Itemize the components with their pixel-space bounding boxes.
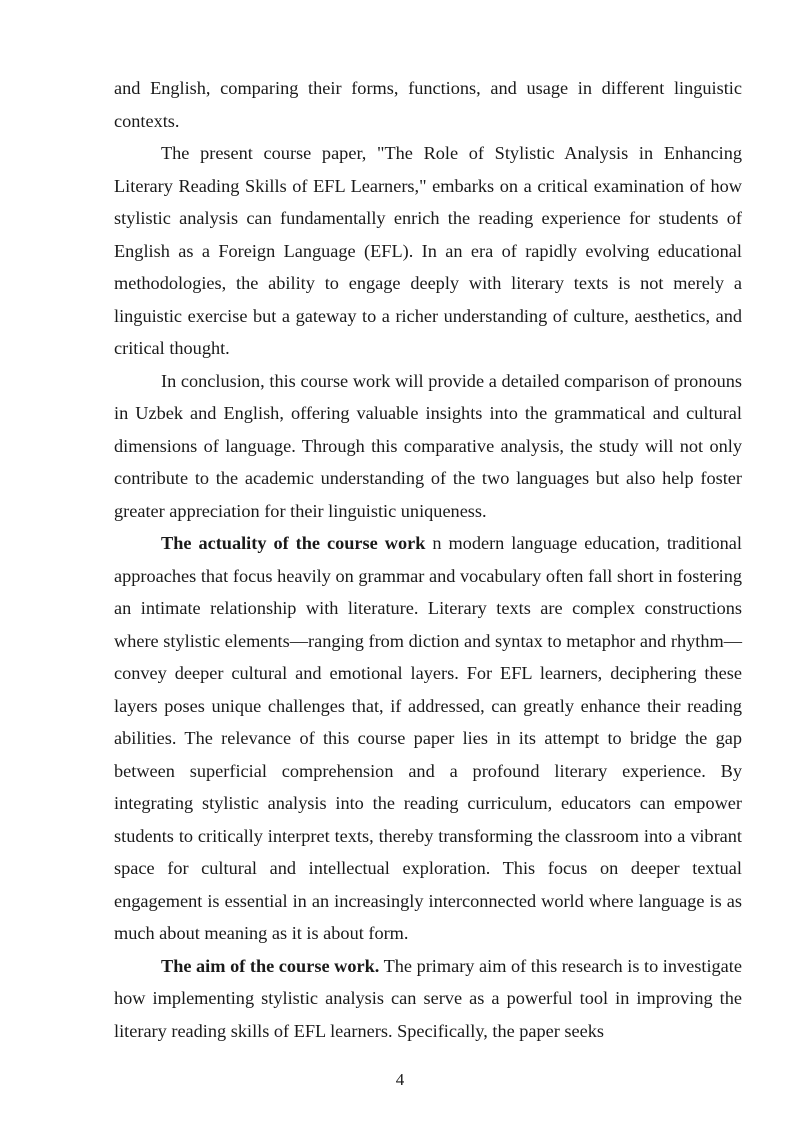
actuality-heading: The actuality of the course work [161,533,426,553]
paragraph-1-text: and English, comparing their forms, functions, and usage in different linguistic contexts. [114,78,742,131]
aim-text: The primary aim of this research is to investigate how implementing stylistic analysis can serve as a powerful tool in improving the literary reading skills of EFL learners. Specifically, the paper seeks [114,955,742,1041]
aim-heading: The aim of the course work. [161,955,380,976]
body-text [114,72,742,1047]
paragraph-2-text: The present course paper, "The Role of Stylistic Analysis in Enhancing Literary Reading Skills of EFL Learners," embarks on a critical examination of how stylistic analysis can fundamentally enrich the reading experience for students of English as a Foreign Language (EFL). In an era of rapidly evolving educational methodologies, the ability to engage deeply with literary texts is not merely a linguistic exercise but a gateway to a richer understanding of culture, aesthetics, and critical thought. [114,143,742,358]
actuality-text: n modern language education, traditional approaches that focus heavily on grammar and vocabulary often fall short in fostering an intimate relationship with literature. Literary texts are complex constructions where stylistic elements—ranging from diction and syntax to metaphor and rhythm—convey deeper cultural and emotional layers. For EFL learners, deciphering these layers poses unique challenges that, if addressed, can greatly enhance their reading abilities. The relevance of this course paper lies in its attempt to bridge the gap between superficial comprehension and a profound literary experience. By integrating stylistic analysis into the reading curriculum, educators can empower students to critically interpret texts, thereby transforming the classroom into a vibrant space for cultural and intellectual exploration. This focus on deeper textual engagement is essential in an increasingly interconnected world where language is as much about meaning as it is about form. [114,533,742,943]
page-number: 4 [395,1070,405,1089]
paragraph-3-text: In conclusion, this course work will provide a detailed comparison of pronouns in Uzbek and English, offering valuable insights into the grammatical and cultural dimensions of language. Through this comparative analysis, the study will not only contribute to the academic understanding of the two languages but also help foster greater appreciation for their linguistic uniqueness. [114,370,742,521]
paragraph-1 [114,72,742,137]
paragraph-2 [114,137,742,365]
paragraph-3 [114,365,742,528]
paragraph-aim [114,950,742,1048]
paragraph-actuality [114,527,742,950]
